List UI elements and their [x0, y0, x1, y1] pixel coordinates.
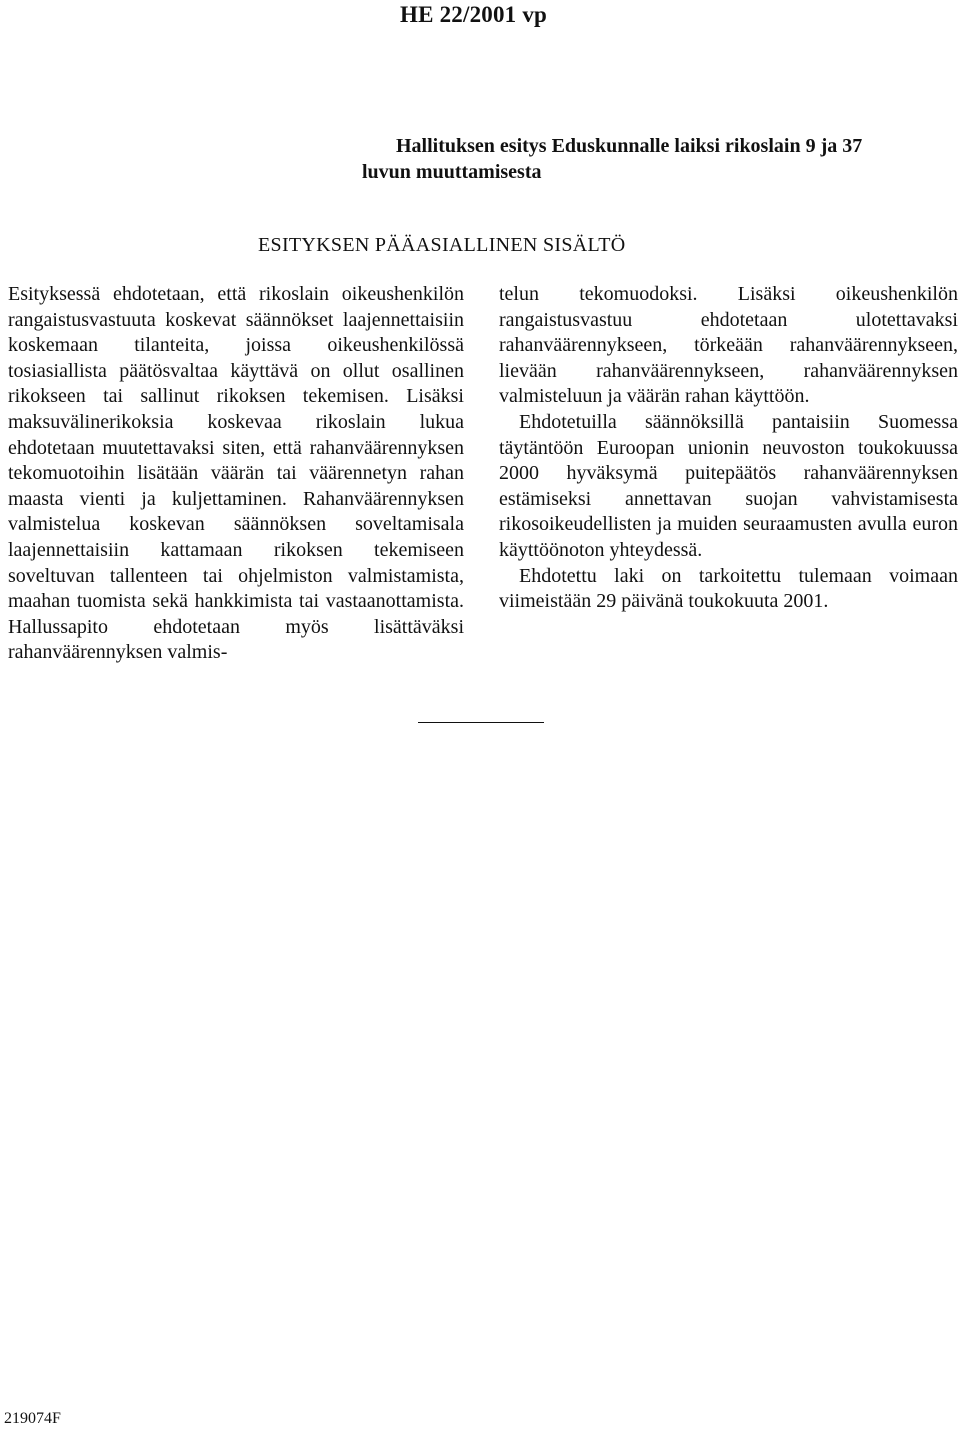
- document-id-header: HE 22/2001 vp: [400, 2, 548, 27]
- body-paragraph: Ehdotettu laki on tarkoitettu tulemaan voimaan viimeistään 29 päivänä toukokuuta 2001.: [499, 564, 958, 613]
- bill-title: [362, 133, 957, 185]
- body-paragraph: Ehdotetuilla säännöksillä pantaisiin Suomessa täytäntöön Euroopan unionin neuvoston toukokuussa 2000 hyväksymä puitepäätös rahanväärennyksen estämiseksi annettavan suojan vahvistamisesta rikosoikeudellisten ja muiden seuraamusten avulla euron käyttöönoton yhteydessä.: [499, 410, 958, 561]
- bill-title-line-2: luvun muuttamisesta: [362, 161, 542, 183]
- body-column-left: [8, 282, 464, 666]
- section-heading: ESITYKSEN PÄÄASIALLINEN SISÄLTÖ: [258, 234, 626, 256]
- print-code-footer: 219074F: [4, 1410, 61, 1427]
- body-paragraph: telun tekomuodoksi. Lisäksi oikeushenkilön rangaistusvastuu ehdotetaan ulotettavaksi rahanväärennykseen, törkeään rahanväärennykseen, lievään rahanväärennykseen, rahanväärennyksen valmisteluun ja väärän rahan käyttöön.: [499, 283, 958, 408]
- body-column-right: [499, 282, 958, 615]
- body-paragraph: Esityksessä ehdotetaan, että rikoslain oikeushenkilön rangaistusvastuuta koskevat säännökset laajennettaisiin koskemaan tilanteita, joissa oikeushenkilössä tosiasiallista päätösvaltaa käyttävä on ollut osallinen rikokseen tai sallinut rikoksen tekemisen. Lisäksi maksuvälinerikoksia koskevaa rikoslain lukua ehdotetaan muutettavaksi siten, että rahanväärennyksen tekomuotoihin lisätään väärän tai väärennetyn rahan maasta vienti ja kuljettaminen. Rahanväärennyksen valmistelua koskevan säännöksen soveltamisala laajennettaisiin kattamaan rikoksen tekemiseen soveltuvan tallenteen tai ohjelmiston valmistamista, maahan tuomista sekä hankkimista tai vastaanottamista. Hallussapito ehdotetaan myös lisättäväksi rahanväärennyksen valmis-: [8, 283, 464, 664]
- bill-title-line-1: Hallituksen esitys Eduskunnalle laiksi rikoslain 9 ja 37: [396, 135, 863, 157]
- end-of-section-rule: [418, 722, 544, 723]
